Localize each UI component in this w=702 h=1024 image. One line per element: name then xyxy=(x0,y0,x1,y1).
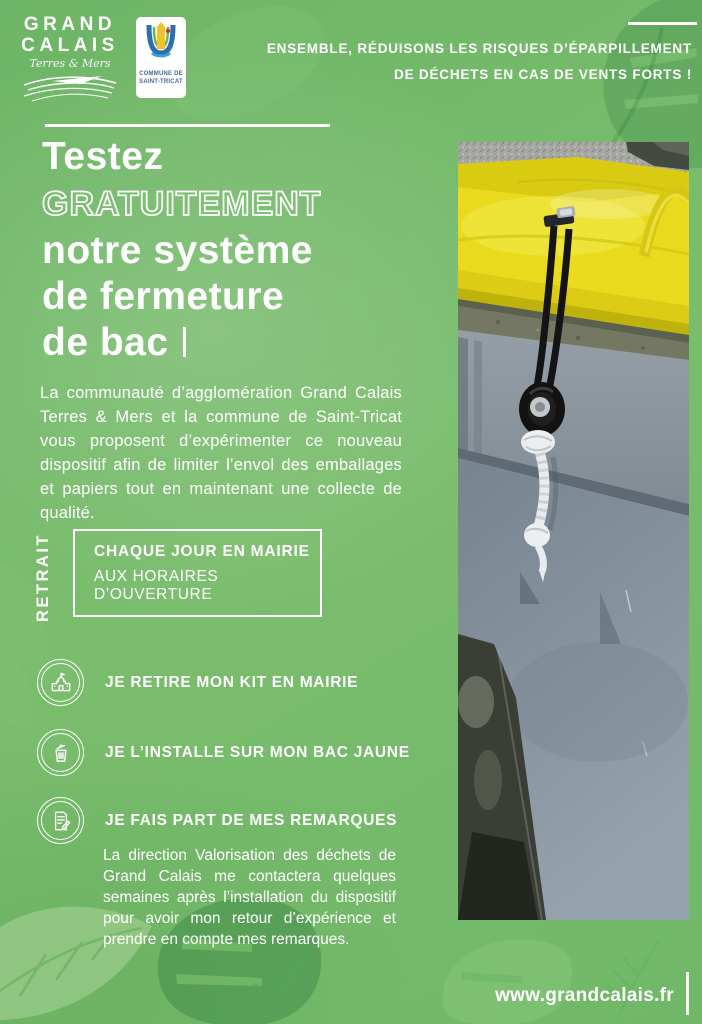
slogan-line1: ENSEMBLE, RÉDUISONS LES RISQUES D’ÉPARPILLEMENT xyxy=(266,41,692,56)
saint-tricat-logo-text: COMMUNE DE SAINT-TRICAT xyxy=(139,71,183,85)
grand-calais-logo-tagline: Terres & Mers xyxy=(29,57,111,70)
retrait-schedule-line2: AUX HORAIRES D’OUVERTURE xyxy=(94,567,219,603)
footer-divider xyxy=(686,972,689,1015)
grand-calais-logo xyxy=(20,14,120,111)
waves-boat-icon xyxy=(20,72,120,111)
retrait-vertical-label: RETRAIT xyxy=(34,533,52,622)
saint-tricat-crest-icon xyxy=(142,21,180,68)
step-remarques xyxy=(37,797,397,844)
website-link[interactable]: www.grandcalais.fr xyxy=(495,985,674,1006)
main-title xyxy=(42,134,322,366)
grand-calais-logo-line1: GRAND xyxy=(23,14,117,35)
saint-tricat-logo xyxy=(136,17,186,98)
top-right-divider xyxy=(628,22,697,25)
text-cursor-bar xyxy=(183,327,186,357)
trash-bin-icon xyxy=(37,729,84,776)
title-line-3: notre système xyxy=(42,229,313,272)
step-retirer-kit xyxy=(37,659,358,706)
retrait-schedule-box xyxy=(73,529,322,617)
title-line-1: Testez xyxy=(42,135,164,178)
step-installer-bac xyxy=(37,729,410,776)
town-hall-icon xyxy=(37,659,84,706)
header-slogan xyxy=(267,36,692,88)
title-divider xyxy=(45,124,330,127)
step-remarques-note: La direction Valorisation des déchets de Grand Calais me contactera quelques semaines après l’installation du dispositif pour avoir mon retour d’expérience et prendre en compte mes remarques. xyxy=(103,847,396,948)
bin-closure-photo xyxy=(458,142,689,920)
slogan-line2: DE DÉCHETS EN CAS DE VENTS FORTS ! xyxy=(394,67,692,82)
title-line-5: de bac xyxy=(42,320,322,366)
retrait-schedule-line1: CHAQUE JOUR EN MAIRIE xyxy=(94,542,310,560)
intro-paragraph: La communauté d’agglomération Grand Calais Terres & Mers et la commune de Saint-Tricat vous proposent d’expérimenter ce nouveau dispositif afin de limiter l’envol des emballages et papiers tout en maintenant une collecte de qualité. xyxy=(40,384,402,522)
title-line-4: de fermeture xyxy=(42,275,285,318)
feedback-note-icon xyxy=(37,797,84,844)
step-label: JE RETIRE MON KIT EN MAIRIE xyxy=(105,673,359,691)
step-label: JE L’INSTALLE SUR MON BAC JAUNE xyxy=(105,743,410,761)
grand-calais-logo-line2: CALAIS xyxy=(21,35,119,56)
step-label: JE FAIS PART DE MES REMARQUES xyxy=(105,811,398,829)
title-line-2-outline: GRATUITEMENT xyxy=(42,185,322,223)
